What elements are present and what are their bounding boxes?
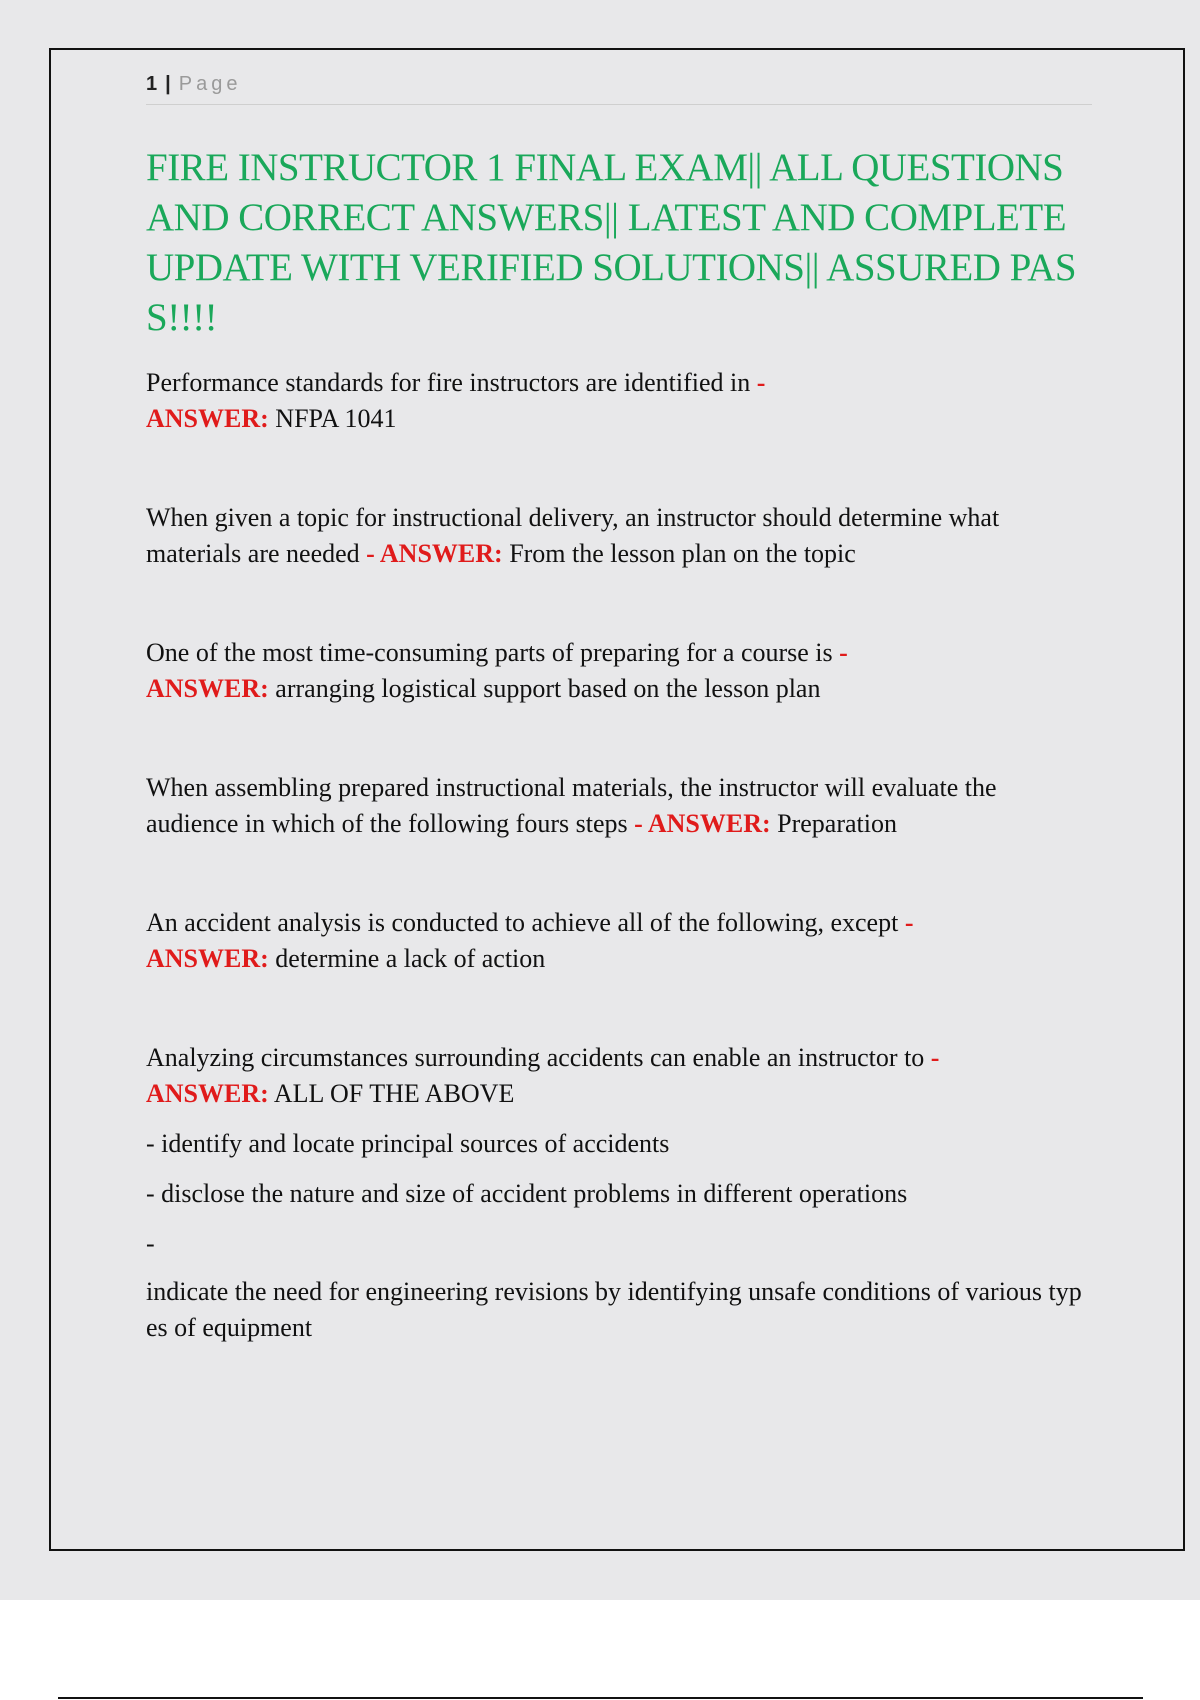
document-title: FIRE INSTRUCTOR 1 FINAL EXAM|| ALL QUESTIONS AND CORRECT ANSWERS|| LATEST AND COMPLETE UPDATE WITH VERIFIED SOLUTIONS|| ASSURED PASS!!!! (146, 146, 1077, 339)
answer-label: ANSWER: (146, 404, 269, 433)
page-header-separator: | (165, 73, 173, 95)
question-text: When given a topic for instructional delivery, an instructor should determine what materials are needed (146, 503, 1000, 568)
qa-item (146, 365, 1092, 437)
page-header (146, 70, 1092, 105)
list-item: indicate the need for engineering revisions by identifying unsafe conditions of various types of equipment (146, 1277, 1082, 1342)
question-text: When assembling prepared instructional materials, the instructor will evaluate the audience in which of the following fours steps (146, 773, 997, 838)
question-text: An accident analysis is conducted to achieve all of the following, except (146, 908, 905, 937)
answer-label: ANSWER: (146, 674, 269, 703)
qa-item (146, 1040, 1092, 1112)
qa-item (146, 635, 1092, 707)
qa-item (146, 770, 1092, 842)
question-text: Performance standards for fire instructors are identified in (146, 368, 757, 397)
answer-label: ANSWER: (146, 944, 269, 973)
question-text: Analyzing circumstances surrounding accidents can enable an instructor to (146, 1043, 931, 1072)
answer-marker: - (366, 539, 380, 568)
answer-text: From the lesson plan on the topic (502, 539, 856, 568)
answer-label: ANSWER: (146, 1079, 269, 1108)
page-content (146, 70, 1092, 1346)
answer-marker: - (839, 638, 848, 667)
answer-text: determine a lack of action (268, 944, 546, 973)
bottom-rule (58, 1697, 1143, 1699)
answer-text: arranging logistical support based on the lesson plan (268, 674, 821, 703)
answer-label: ANSWER: (647, 809, 771, 838)
question-text: One of the most time-consuming parts of preparing for a course is (146, 638, 840, 667)
answer-label: ANSWER: (379, 539, 503, 568)
answer-text: NFPA 1041 (268, 404, 397, 433)
list-item: - identify and locate principal sources of accidents (146, 1129, 670, 1158)
answer-marker: - (930, 1043, 940, 1072)
qa-item (146, 500, 1092, 572)
answer-text: Preparation (770, 809, 897, 838)
list-item-dash: - (146, 1229, 155, 1258)
answer-marker: - (904, 908, 914, 937)
page-number: 1 (146, 73, 160, 95)
answer-marker: - (634, 809, 648, 838)
page-label: Page (178, 73, 242, 95)
qa-item (146, 905, 1092, 977)
answer-text: ALL OF THE ABOVE (268, 1079, 515, 1108)
list-item: - disclose the nature and size of accident problems in different operations (146, 1179, 908, 1208)
answer-marker: - (756, 368, 766, 397)
